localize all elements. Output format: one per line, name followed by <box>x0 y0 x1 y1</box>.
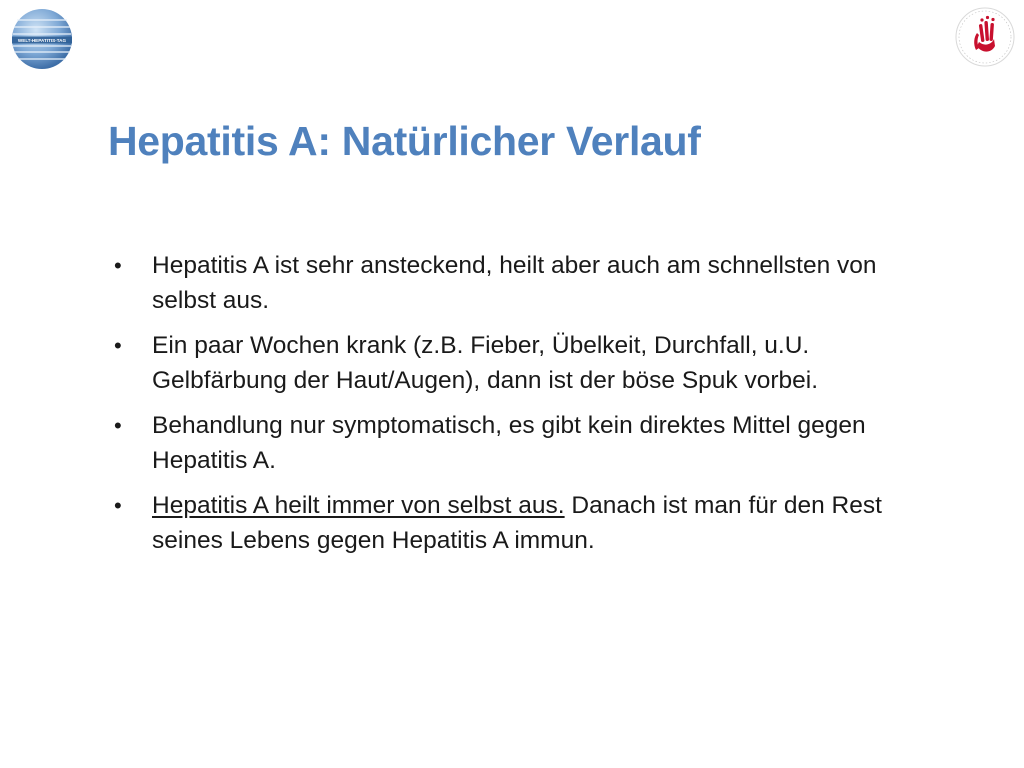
bullet-icon: • <box>114 333 122 358</box>
bullet-icon: • <box>114 413 122 438</box>
bullet-icon: • <box>114 493 122 518</box>
bullet-emphasis-text: Hepatitis A heilt immer von selbst aus. <box>152 492 565 519</box>
bullet-text: Ein paar Wochen krank (z.B. Fieber, Übelkeit, Durchfall, u.U. Gelbfärbung der Haut/Augen), dann ist der böse Spuk vorbei. <box>152 332 818 394</box>
bullet-item <box>112 328 932 398</box>
bullet-text: Danach ist man für den Rest seines Lebens gegen Hepatitis A immun. <box>152 492 882 554</box>
bullet-list <box>112 248 932 568</box>
svg-text:WELT-HEPATITIS-TAG: WELT-HEPATITIS-TAG <box>17 38 67 43</box>
bullet-item <box>112 408 932 478</box>
bullet-text: Hepatitis A ist sehr ansteckend, heilt aber auch am schnellsten von selbst aus. <box>152 252 877 314</box>
slide-title: Hepatitis A: Natürlicher Verlauf <box>108 118 701 164</box>
welt-hepatitis-tag-logo <box>11 8 73 70</box>
bullet-item <box>112 248 932 318</box>
bullet-icon: • <box>114 253 122 278</box>
bullet-text: Behandlung nur symptomatisch, es gibt kein direktes Mittel gegen Hepatitis A. <box>152 412 866 474</box>
hand-badge-logo <box>955 6 1015 68</box>
bullet-item <box>112 488 932 558</box>
